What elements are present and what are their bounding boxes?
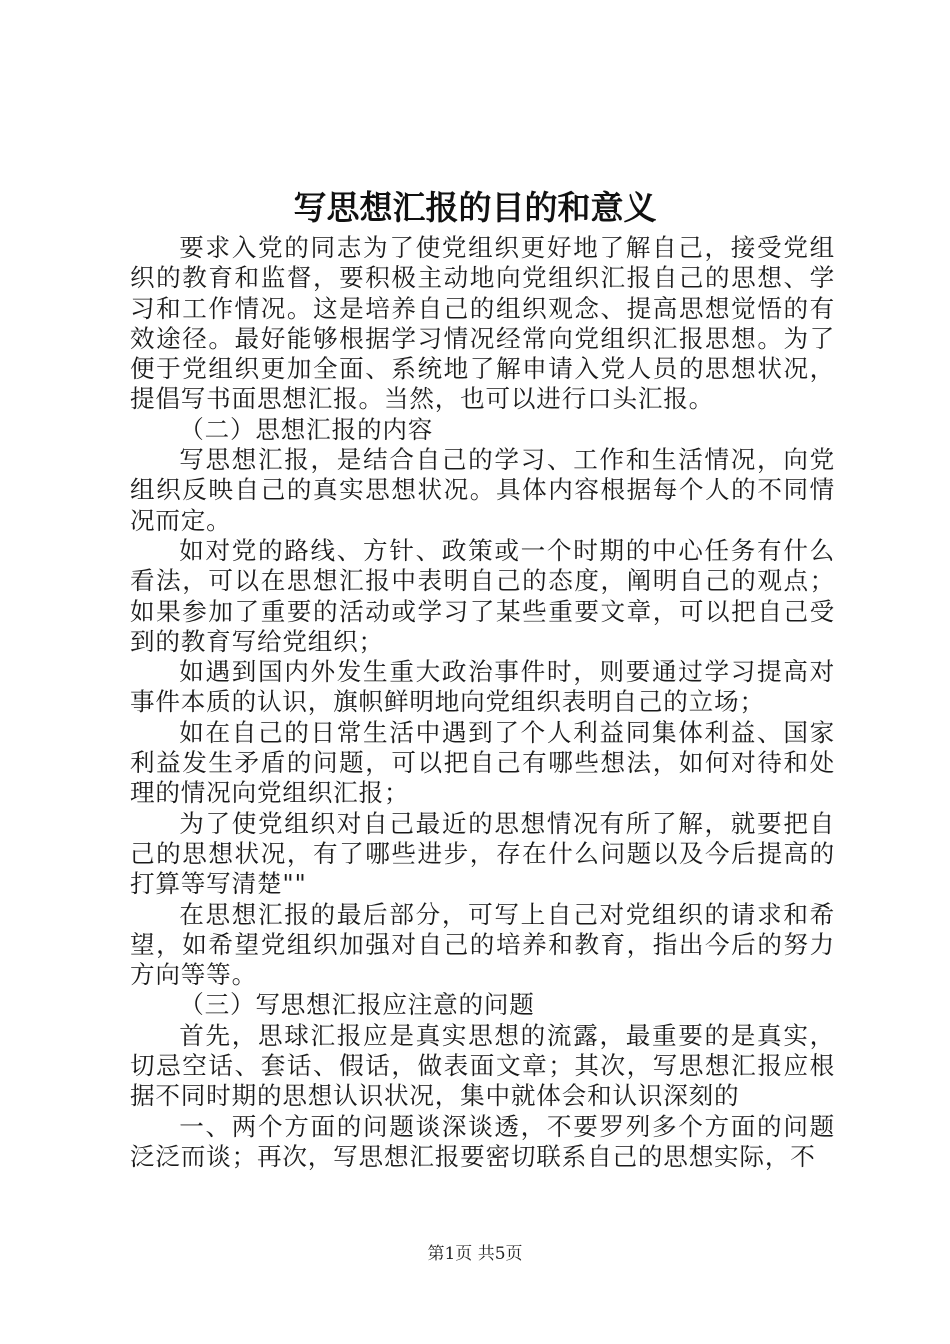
paragraph-notes-first: 首先，思球汇报应是真实思想的流露，最重要的是真实，切忌空话、套话、假话，做表面文章；其次，写思想汇报应根据不同时期的思想认识状况，集中就体会和认识深刻的 (130, 1020, 835, 1111)
page-indicator: 第1页 共5页 (427, 1244, 523, 1264)
section-heading-content: （二）思想汇报的内容 (179, 414, 434, 444)
paragraph-recent-thoughts: 为了使党组织对自己最近的思想情况有所了解，就要把自己的思想状况，有了哪些进步，存在什么问题以及今后提高的打算等写清楚"" (130, 808, 835, 899)
document-body (130, 233, 835, 1172)
paragraph-final-requests: 在思想汇报的最后部分，可写上自己对党组织的请求和希望，如希望党组织加强对自己的培养和教育，指出今后的努力方向等等。 (130, 899, 835, 990)
paragraph-notes-continued: 一、两个方面的问题谈深谈透，不要罗列多个方面的问题泛泛而谈；再次，写思想汇报要密切联系自己的思想实际，不 (130, 1111, 835, 1171)
section-heading-notes: （三）写思想汇报应注意的问题 (179, 990, 535, 1020)
paragraph-interest-conflicts: 如在自己的日常生活中遇到了个人利益同集体利益、国家利益发生矛盾的问题，可以把自己有哪些想法，如何对待和处理的情况向党组织汇报； (130, 717, 835, 808)
paragraph-political-events: 如遇到国内外发生重大政治事件时，则要通过学习提高对事件本质的认识，旗帜鲜明地向党组织表明自己的立场； (130, 657, 835, 717)
document-title: 写思想汇报的目的和意义 (293, 188, 657, 227)
paragraph-policy-views: 如对党的路线、方针、政策或一个时期的中心任务有什么看法，可以在思想汇报中表明自己的态度，阐明自己的观点；如果参加了重要的活动或学习了某些重要文章，可以把自己受到的教育写给党组织； (130, 535, 835, 656)
paragraph-intro: 要求入党的同志为了使党组织更好地了解自己，接受党组织的教育和监督，要积极主动地向党组织汇报自己的思想、学习和工作情况。这是培养自己的组织观念、提高思想觉悟的有效途径。最好能够根据学习情况经常向党组织汇报思想。为了便于党组织更加全面、系统地了解申请入党人员的思想状况，提倡写书面思想汇报。当然，也可以进行口头汇报。 (130, 233, 835, 414)
paragraph-content-overview: 写思想汇报，是结合自己的学习、工作和生活情况，向党组织反映自己的真实思想状况。具体内容根据每个人的不同情况而定。 (130, 445, 835, 535)
